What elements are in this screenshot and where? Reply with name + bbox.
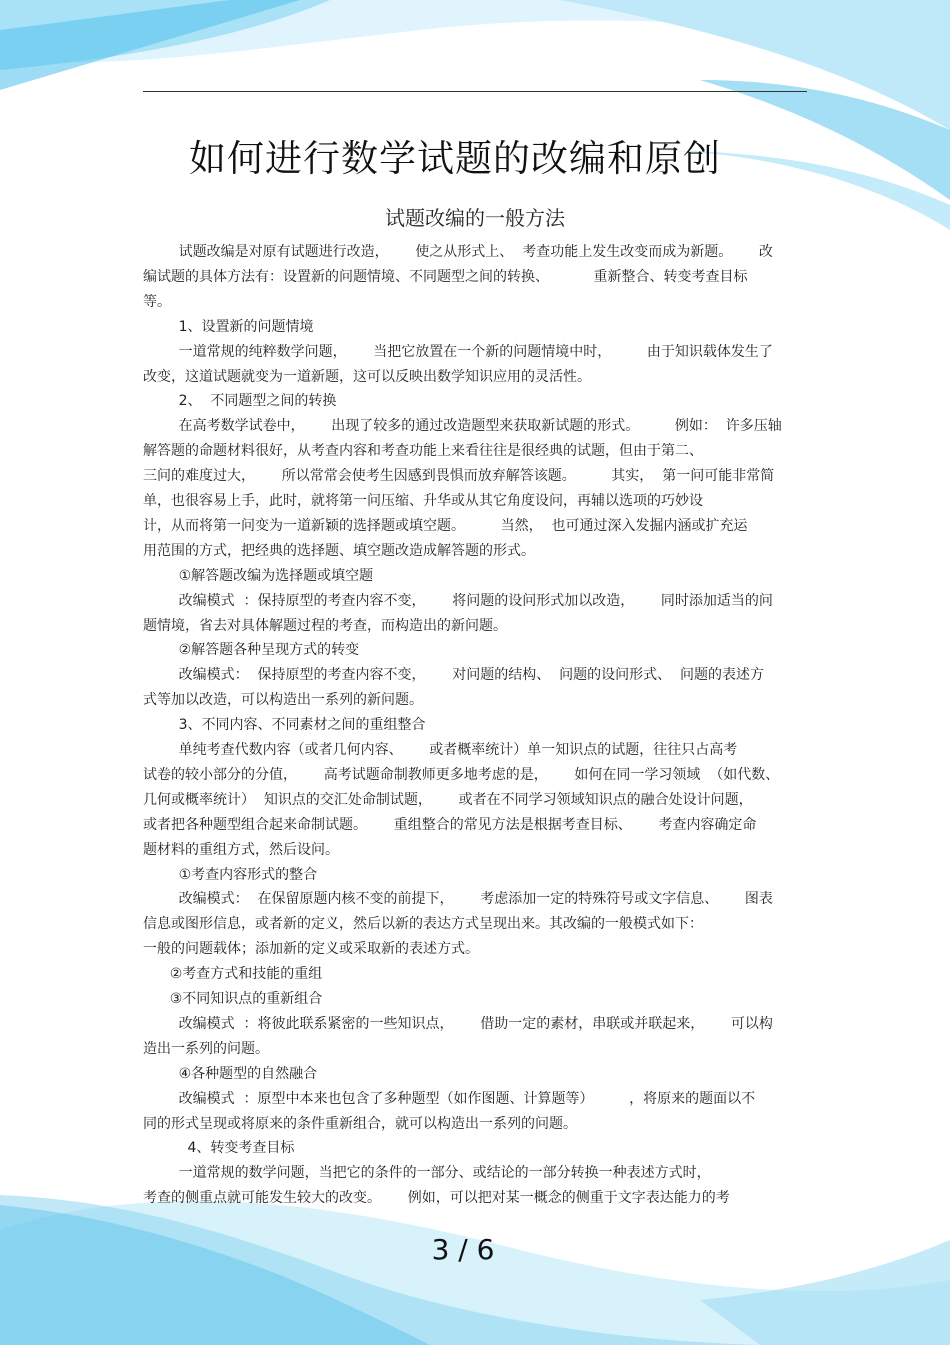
text-line: 计，从而将第一问变为一道新颖的选择题或填空题。 当然， 也可通过深入发掘内涵或扩充运 (143, 517, 748, 534)
text-line: 一般的问题载体；添加新的定义或采取新的表述方式。 (143, 941, 479, 958)
text-line: 一道常规的数学问题，当把它的条件的一部分、或结论的一部分转换一种表述方式时， (143, 1165, 711, 1182)
text-line: 1、设置新的问题情境 (143, 318, 314, 335)
page-title: 如何进行数学试题的改编和原创 (189, 137, 721, 180)
text-line: 3、不同内容、不同素材之间的重组整合 (143, 717, 426, 734)
text-line: 改编模式： 保持原型的考查内容不变， 对问题的结构、 问题的设问形式、 问题的表述方 (143, 667, 765, 684)
text-line: 解答题的命题材料很好，从考查内容和考查功能上来看往往是很经典的试题，但由于第二、 (143, 443, 703, 460)
text-line: 式等加以改造，可以构造出一系列的新问题。 (143, 692, 423, 709)
text-line: 造出一系列的问题。 (143, 1040, 269, 1057)
text-line: ①解答题改编为选择题或填空题 (143, 567, 374, 584)
text-line: 或者把各种题型组合起来命制试题。 重组整合的常见方法是根据考查目标、 考查内容确定命 (143, 816, 757, 833)
text-line: 改编模式： 在保留原题内核不变的前提下， 考虑添加一定的特殊符号或文字信息、 图表 (143, 891, 773, 908)
section-heading: 试题改编的一般方法 (385, 206, 565, 230)
text-line: 题材料的重组方式，然后设问。 (143, 841, 339, 858)
text-line: 改变，这道试题就变为一道新题，这可以反映出数学知识应用的灵活性。 (143, 368, 591, 385)
text-line: 信息或图形信息，或者新的定义，然后以新的表达方式呈现出来。其改编的一般模式如下： (143, 916, 703, 933)
text-line: 编试题的具体方法有：设置新的问题情境、不同题型之间的转换、 重新整合、转变考查目标 (143, 268, 748, 285)
text-line: 单，也很容易上手，此时，就将第一问压缩、升华或从其它角度设问，再辅以选项的巧妙设 (143, 493, 703, 509)
text-line: 三问的难度过大， 所以常常会使考生因感到畏惧而放弃解答该题。 其实， 第一问可能非常简 (143, 468, 775, 485)
text-line: ④各种题型的自然融合 (143, 1065, 318, 1082)
text-line: 考查的侧重点就可能发生较大的改变。 例如，可以把对某一概念的侧重于文字表达能力的考 (143, 1190, 730, 1207)
text-line: 同的形式呈现或将原来的条件重新组合，就可以构造出一系列的问题。 (143, 1115, 577, 1132)
text-line: 一道常规的纯粹数学问题， 当把它放置在一个新的问题情境中时， 由于知识载体发生了 (143, 343, 773, 360)
text-line: 等。 (143, 293, 171, 310)
text-line: ②解答题各种呈现方式的转变 (143, 642, 360, 659)
text-line: 2、 不同题型之间的转换 (143, 393, 337, 410)
page-number: 3 / 6 (431, 1233, 495, 1266)
text-line: ②考查方式和技能的重组 (143, 966, 323, 983)
text-line: ③不同知识点的重新组合 (143, 991, 323, 1007)
text-line: 改编模式 ：原型中本来也包含了多种题型（如作图题、计算题等） ，将原来的题面以不 (143, 1090, 756, 1107)
text-line: ①考查内容形式的整合 (143, 866, 318, 883)
text-line: 改编模式 ：将彼此联系紧密的一些知识点， 借助一定的素材，串联或并联起来， 可以构 (143, 1015, 773, 1032)
text-line: 试卷的较小部分的分值， 高考试题命制教师更多地考虑的是， 如何在同一学习领域 （如代数、 (143, 766, 780, 783)
text-line: 试题改编是对原有试题进行改造， 使之从形式上、 考查功能上发生改变而成为新题。 改 (143, 244, 773, 260)
text-line: 改编模式 ：保持原型的考查内容不变， 将问题的设问形式加以改造， 同时添加适当的问 (143, 592, 773, 609)
text-line: 单纯考查代数内容（或者几何内容、 或者概率统计）单一知识点的试题，往往只占高考 (143, 742, 738, 758)
text-line: 几何或概率统计） 知识点的交汇处命制试题， 或者在不同学习领域知识点的融合处设计问题， (143, 791, 753, 808)
header-rule (143, 91, 807, 92)
text-line: 在高考数学试卷中， 出现了较多的通过改造题型来获取新试题的形式。 例如： 许多压轴 (143, 418, 782, 435)
text-line: 用范围的方式，把经典的选择题、填空题改造成解答题的形式。 (143, 542, 535, 559)
text-line: 题情境，省去对具体解题过程的考查，而构造出的新问题。 (143, 617, 507, 634)
text-line: 4、转变考查目标 (143, 1140, 295, 1157)
